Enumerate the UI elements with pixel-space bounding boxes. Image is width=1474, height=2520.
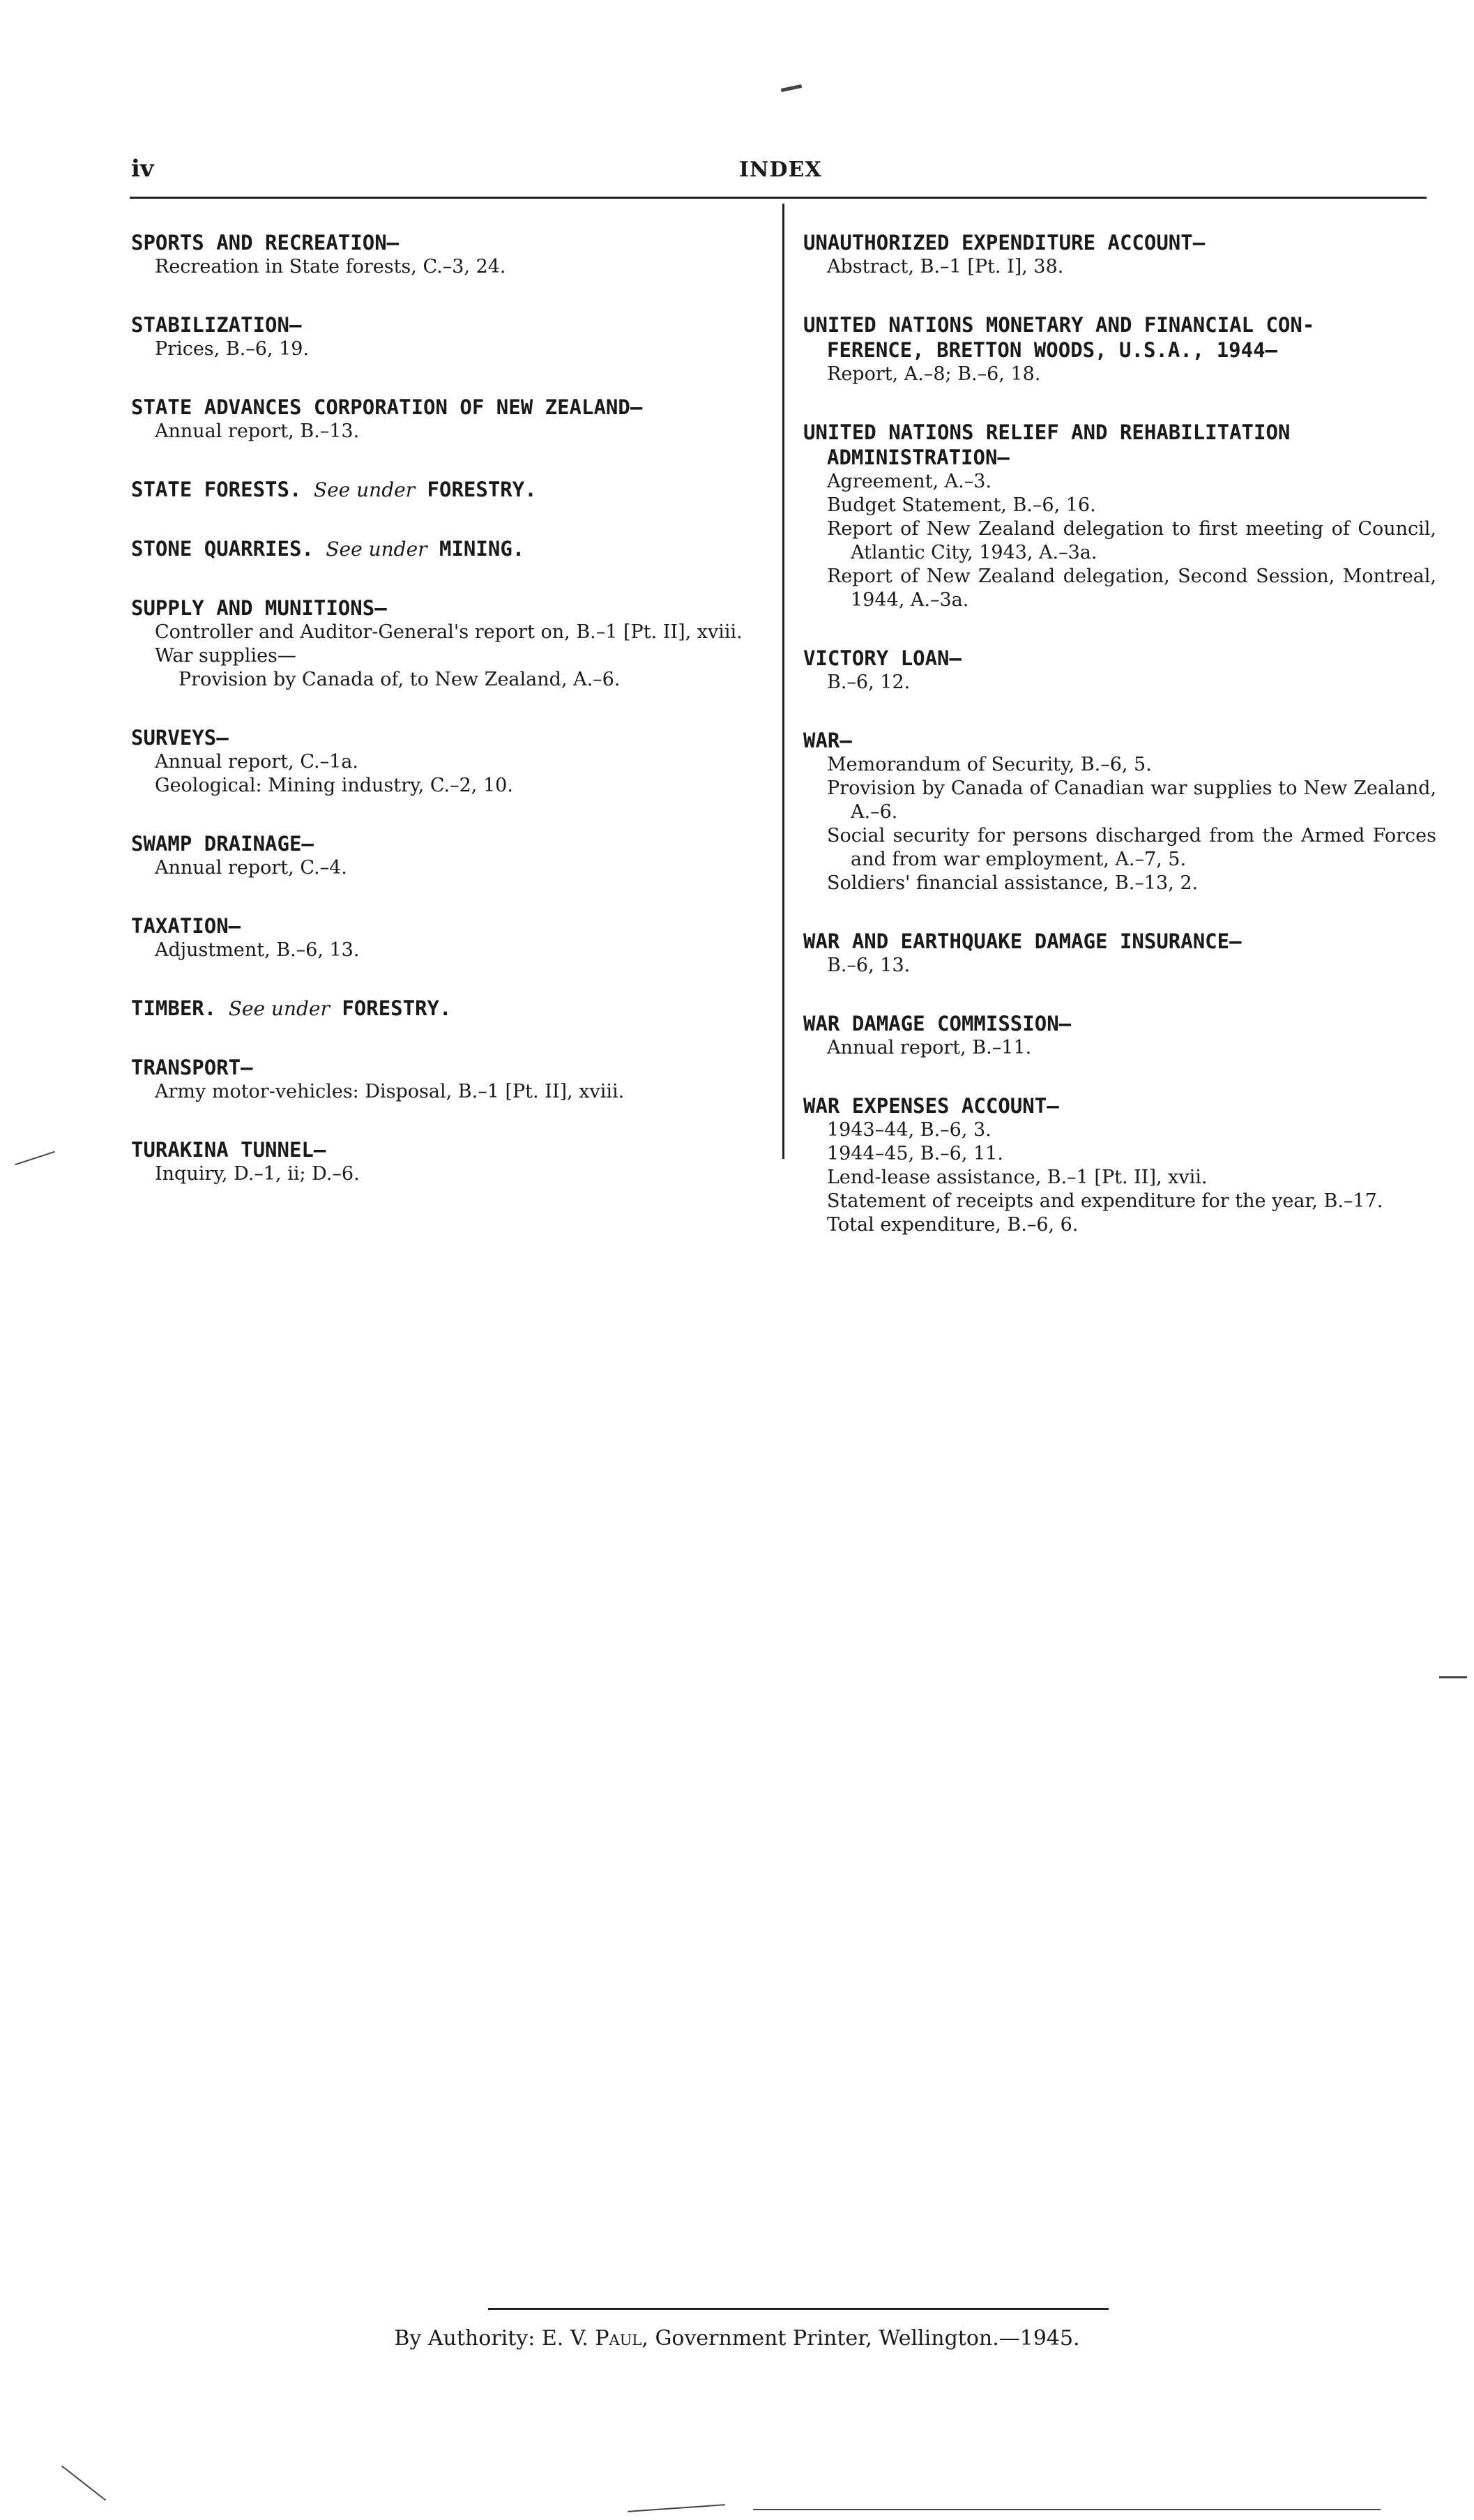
entry-line: Report of New Zealand delegation to first meeting of Council, Atlantic City, 1943, A.–3a. [827, 518, 1436, 563]
entry-heading-continuation: FERENCE, BRETTON WOODS, U.S.A., 1944— [827, 338, 1278, 362]
cross-reference: MINING. [439, 537, 525, 561]
cross-reference: FORESTRY. [342, 996, 452, 1020]
index-entry [803, 728, 1436, 895]
index-entry [803, 230, 1436, 279]
entry-line: Lend-lease assistance, B.–1 [Pt. II], xvii. [827, 1167, 1208, 1188]
entry-line: Annual report, C.–4. [155, 857, 347, 879]
scan-speck [753, 2509, 1381, 2510]
entry-line: Geological: Mining industry, C.–2, 10. [155, 775, 513, 796]
cross-reference: FORESTRY. [427, 478, 537, 501]
entry-heading-continuation: ADMINISTRATION— [827, 446, 1010, 469]
index-entry [803, 312, 1436, 386]
right-column [803, 230, 1436, 1270]
entry-heading: SPORTS AND RECREATION— [131, 231, 400, 255]
entry-line: Annual report, B.–11. [827, 1037, 1032, 1058]
entry-heading: VICTORY LOAN— [803, 646, 962, 670]
imprint-prefix: By Authority: E. V. [394, 2326, 588, 2351]
entry-heading: SUPPLY AND MUNITIONS— [131, 596, 387, 620]
entry-line: Social security for persons discharged from the Armed Forces and from war employment, A.–7, 5. [827, 825, 1436, 870]
entry-heading: TURAKINA TUNNEL— [131, 1138, 326, 1162]
index-entry [131, 831, 759, 880]
scan-speck [61, 2466, 106, 2501]
entry-line: Statement of receipts and expenditure for the year, B.–17. [827, 1190, 1383, 1212]
entry-line: Controller and Auditor-General's report on, B.–1 [Pt. II], xviii. [155, 621, 743, 643]
see-under: See under [326, 538, 427, 561]
entry-heading [131, 477, 759, 503]
scan-speck [1439, 1676, 1467, 1678]
entry-line: Report of New Zealand delegation, Second Session, Montreal, 1944, A.–3a. [827, 566, 1436, 611]
left-column [131, 230, 759, 1220]
page-number: iv [131, 155, 154, 183]
entry-heading: TRANSPORT— [131, 1056, 253, 1079]
entry-line: War supplies— [155, 645, 296, 667]
entry-heading: UNAUTHORIZED EXPENDITURE ACCOUNT— [803, 231, 1206, 255]
entry-heading: SWAMP DRAINAGE— [131, 832, 314, 856]
index-entry [803, 929, 1436, 978]
entry-heading-text: STATE FORESTS. [131, 478, 302, 501]
index-entry [131, 1055, 759, 1104]
column-divider [782, 204, 784, 1159]
scan-speck [628, 2504, 725, 2512]
index-entry [131, 1137, 759, 1186]
entry-line: B.–6, 12. [827, 671, 911, 693]
entry-line: Inquiry, D.–1, ii; D.–6. [155, 1163, 360, 1185]
entry-heading-text: STONE QUARRIES. [131, 537, 314, 561]
page-title: INDEX [739, 158, 822, 182]
footer-rule [488, 2308, 1109, 2310]
entry-line: Provision by Canada of Canadian war supplies to New Zealand, A.–6. [827, 777, 1436, 823]
entry-heading: SURVEYS— [131, 726, 229, 750]
entry-line: Agreement, A.–3. [827, 471, 991, 492]
entry-line: Soldiers' financial assistance, B.–13, 2. [827, 872, 1199, 894]
entry-heading [803, 312, 1436, 363]
see-under: See under [228, 997, 330, 1020]
entry-line: Recreation in State forests, C.–3, 24. [155, 256, 506, 278]
index-entry [803, 1093, 1436, 1237]
index-entry [803, 420, 1436, 612]
printer-imprint [0, 2326, 1474, 2351]
entry-heading-text: UNITED NATIONS RELIEF AND REHABILITATION [803, 420, 1291, 444]
entry-line: Army motor-vehicles: Disposal, B.–1 [Pt. II], xviii. [155, 1081, 625, 1102]
entry-heading [803, 420, 1436, 470]
entry-line: Prices, B.–6, 19. [155, 338, 310, 360]
entry-heading: WAR— [803, 729, 852, 752]
entry-heading-text: UNITED NATIONS MONETARY AND FINANCIAL CON- [803, 313, 1315, 337]
entry-heading [131, 536, 759, 562]
entry-line: 1944–45, B.–6, 11. [827, 1143, 1003, 1164]
index-entry [803, 1011, 1436, 1060]
entry-line: Budget Statement, B.–6, 16. [827, 494, 1096, 516]
index-entry [131, 725, 759, 798]
entry-line: Abstract, B.–1 [Pt. I], 38. [827, 256, 1064, 278]
index-entry [803, 646, 1436, 694]
index-entry [131, 536, 759, 562]
index-entry [131, 595, 759, 692]
index-entry [131, 477, 759, 503]
see-under: See under [313, 478, 416, 501]
entry-heading: STATE ADVANCES CORPORATION OF NEW ZEALAND— [131, 395, 643, 419]
entry-heading: STABILIZATION— [131, 313, 302, 337]
entry-line: Report, A.–8; B.–6, 18. [827, 363, 1041, 385]
scan-speck [15, 1151, 55, 1165]
entry-line: Annual report, B.–13. [155, 420, 360, 442]
entry-line: Memorandum of Security, B.–6, 5. [827, 754, 1152, 775]
index-entry [131, 913, 759, 962]
entry-heading [131, 996, 759, 1022]
entry-line: Annual report, C.–1a. [155, 751, 358, 773]
entry-subline: Provision by Canada of, to New Zealand, A.–6. [178, 669, 621, 690]
printer-name: Paul [595, 2326, 642, 2351]
index-entry [131, 395, 759, 443]
index-entry [131, 996, 759, 1022]
entry-line: 1943–44, B.–6, 3. [827, 1119, 991, 1141]
index-entry [131, 312, 759, 361]
imprint-suffix: , Government Printer, Wellington.—1945. [641, 2326, 1080, 2351]
scan-speck [781, 84, 802, 92]
entry-heading: WAR EXPENSES ACCOUNT— [803, 1094, 1059, 1118]
entry-line: B.–6, 13. [827, 955, 911, 976]
entry-heading: WAR AND EARTHQUAKE DAMAGE INSURANCE— [803, 929, 1242, 953]
entry-heading-text: TIMBER. [131, 996, 217, 1020]
entry-heading: TAXATION— [131, 914, 241, 938]
header-rule [130, 197, 1427, 199]
entry-line: Adjustment, B.–6, 13. [155, 939, 360, 961]
index-entry [131, 230, 759, 279]
entry-line: Total expenditure, B.–6, 6. [827, 1214, 1079, 1236]
entry-heading: WAR DAMAGE COMMISSION— [803, 1012, 1072, 1035]
